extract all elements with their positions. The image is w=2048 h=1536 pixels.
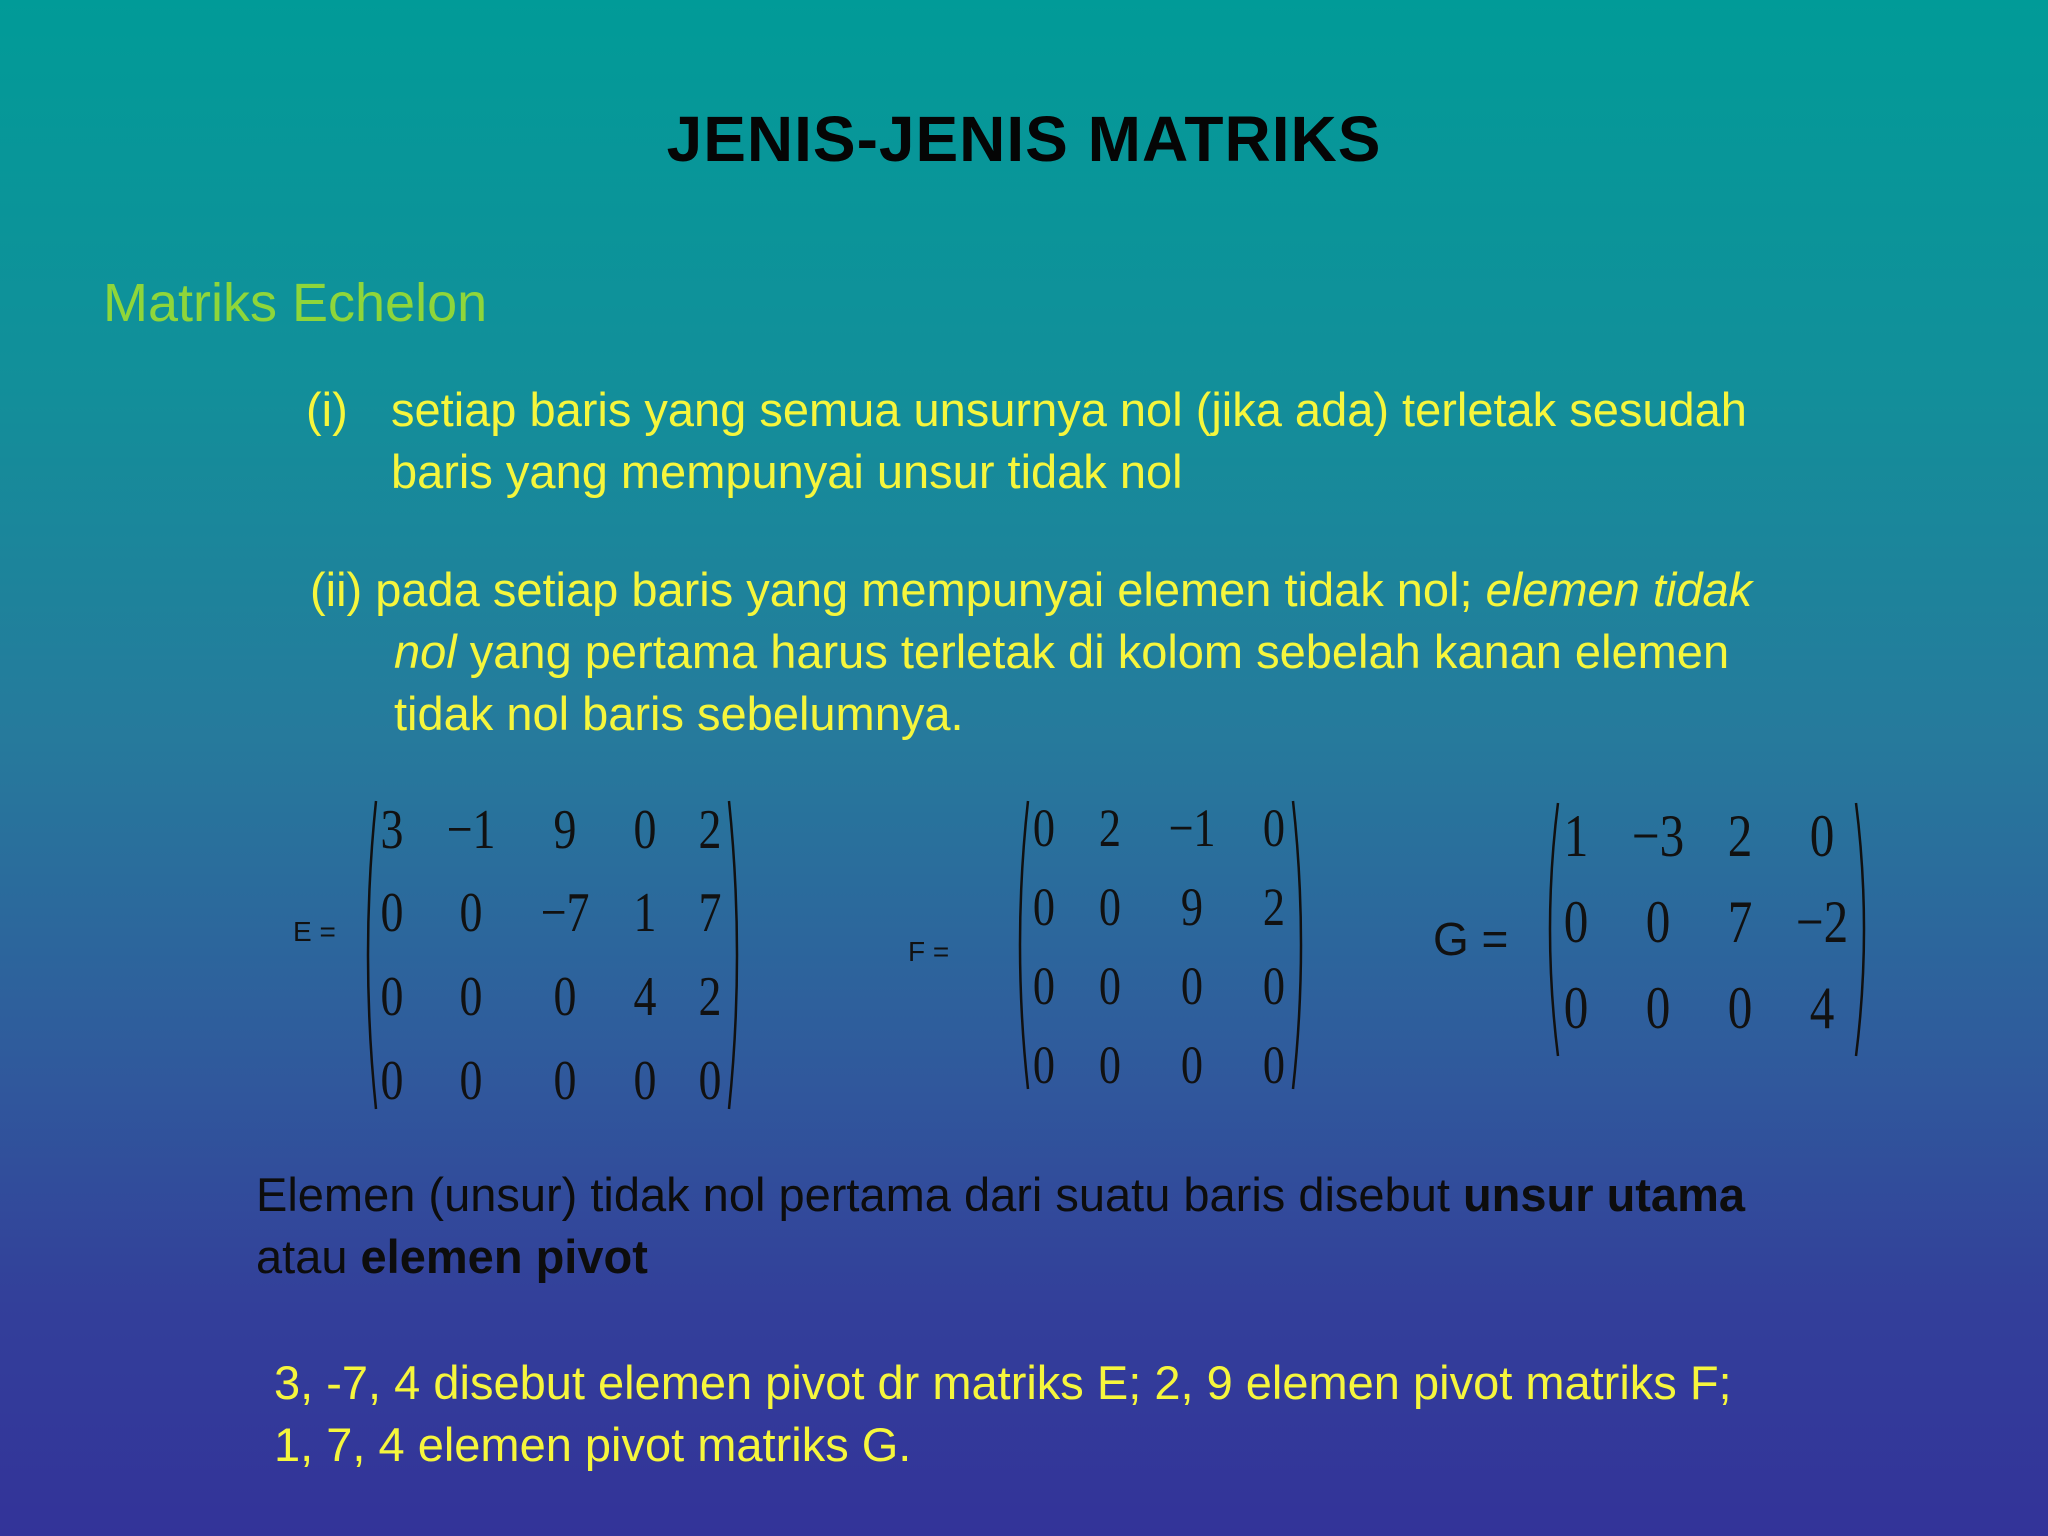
matrix-g-cell: 0 bbox=[1645, 889, 1671, 955]
matrix-e-cell: 1 bbox=[633, 882, 657, 944]
rule-ii-line1-italic: elemen tidak bbox=[1485, 563, 1753, 616]
matrix-g-cell: 7 bbox=[1727, 889, 1753, 955]
matrix-g-label: G = bbox=[1433, 913, 1509, 965]
pivot-definition-or: atau bbox=[256, 1230, 361, 1283]
matrix-f-cell: 0 bbox=[1032, 1035, 1056, 1095]
matrix-e-cell: 4 bbox=[633, 966, 657, 1028]
matrix-e-cell: 0 bbox=[553, 1050, 577, 1112]
matrix-f-cell: 2 bbox=[1262, 877, 1286, 937]
matrix-f-cell: 0 bbox=[1180, 1035, 1204, 1095]
pivot-definition-line2 bbox=[256, 1226, 648, 1288]
matrix-f-cell: 0 bbox=[1262, 956, 1286, 1016]
pivot-definition-bold2: elemen pivot bbox=[360, 1230, 648, 1283]
matrix-e-label: E = bbox=[293, 916, 336, 947]
page-title: JENIS-JENIS MATRIKS bbox=[666, 103, 1382, 175]
rule-ii-line1-text: (ii) pada setiap baris yang mempunyai elemen tidak nol; bbox=[310, 563, 1486, 616]
matrix-g-cell: 1 bbox=[1563, 803, 1589, 869]
matrix-e-cell: 0 bbox=[633, 799, 657, 861]
matrix-e-cell: 0 bbox=[380, 882, 404, 944]
matrix-e-cell: 0 bbox=[459, 1050, 483, 1112]
matrix-e-cell: 3 bbox=[380, 799, 404, 861]
rule-ii-line2-text: yang pertama harus terletak di kolom sebelah kanan elemen bbox=[456, 625, 1730, 678]
matrix-f-cell: 0 bbox=[1098, 1035, 1122, 1095]
pivot-definition-line1 bbox=[256, 1164, 1745, 1226]
matrix-g-cell: 0 bbox=[1563, 889, 1589, 955]
rule-i-marker: (i) bbox=[306, 383, 348, 436]
matrix-g-cell: 0 bbox=[1727, 975, 1753, 1041]
rule-i-line1: setiap baris yang semua unsurnya nol (jika ada) terletak sesudah bbox=[391, 383, 1747, 436]
matrix-e-cell: 2 bbox=[698, 799, 722, 861]
matrix-e-cell: 0 bbox=[380, 1050, 404, 1112]
matrix-e-cell: 7 bbox=[698, 882, 722, 944]
matrix-e-cell: 0 bbox=[553, 966, 577, 1028]
matrix-e-cell: 0 bbox=[459, 882, 483, 944]
matrix-e-cell: 9 bbox=[553, 799, 577, 861]
matrix-g-cell: 2 bbox=[1727, 803, 1753, 869]
matrix-f bbox=[1012, 795, 1309, 1095]
matrix-f-cell: −1 bbox=[1168, 798, 1216, 858]
rule-ii-line3: tidak nol baris sebelumnya. bbox=[394, 687, 964, 740]
matrix-f-label: F = bbox=[908, 936, 950, 967]
rule-ii-line2 bbox=[394, 621, 1729, 683]
matrix-e-cell: −1 bbox=[446, 799, 496, 861]
matrix-f-cell: 0 bbox=[1032, 877, 1056, 937]
matrix-e bbox=[360, 795, 745, 1115]
matrix-f-cell: 0 bbox=[1180, 956, 1204, 1016]
matrix-f-cell: 9 bbox=[1180, 877, 1204, 937]
matrix-g-cell: 0 bbox=[1563, 975, 1589, 1041]
matrix-e-cell: 2 bbox=[698, 966, 722, 1028]
section-heading: Matriks Echelon bbox=[103, 273, 488, 333]
matrix-e-cell: 0 bbox=[698, 1050, 722, 1112]
matrix-f-cell: 0 bbox=[1032, 798, 1056, 858]
rule-ii-line1 bbox=[310, 559, 1752, 621]
pivot-examples-line2: 1, 7, 4 elemen pivot matriks G. bbox=[274, 1418, 912, 1471]
rule-ii-line2-italic: nol bbox=[394, 625, 457, 678]
pivot-definition-text: Elemen (unsur) tidak nol pertama dari suatu baris disebut bbox=[256, 1168, 1463, 1221]
matrix-g-cell: −3 bbox=[1631, 803, 1685, 869]
matrix-f-cell: 2 bbox=[1098, 798, 1122, 858]
matrix-g-cell: 4 bbox=[1809, 975, 1835, 1041]
pivot-examples-line1: 3, -7, 4 disebut elemen pivot dr matriks E; 2, 9 elemen pivot matriks F; bbox=[274, 1356, 1732, 1409]
matrix-g-cell: 0 bbox=[1645, 975, 1671, 1041]
matrix-f-cell: 0 bbox=[1032, 956, 1056, 1016]
matrix-f-cell: 0 bbox=[1098, 877, 1122, 937]
matrix-e-cell: 0 bbox=[380, 966, 404, 1028]
matrix-g-cell: 0 bbox=[1809, 803, 1835, 869]
matrix-f-cell: 0 bbox=[1098, 956, 1122, 1016]
matrix-g bbox=[1542, 797, 1872, 1062]
matrix-e-cell: −7 bbox=[540, 882, 590, 944]
matrix-f-cell: 0 bbox=[1262, 1035, 1286, 1095]
matrix-g-cell: −2 bbox=[1795, 889, 1849, 955]
matrix-e-cell: 0 bbox=[459, 966, 483, 1028]
rule-i-line2: baris yang mempunyai unsur tidak nol bbox=[391, 445, 1183, 498]
pivot-definition-bold1: unsur utama bbox=[1462, 1168, 1745, 1221]
matrix-e-cell: 0 bbox=[633, 1050, 657, 1112]
matrix-f-cell: 0 bbox=[1262, 798, 1286, 858]
